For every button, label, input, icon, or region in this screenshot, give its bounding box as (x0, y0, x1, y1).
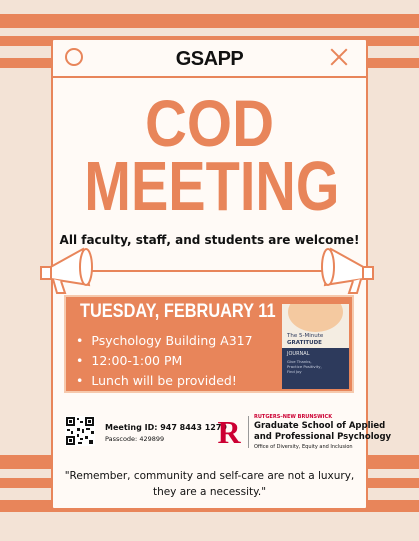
event-date: TUESDAY, FEBRUARY 11 (80, 301, 276, 322)
window-titlebar (53, 40, 366, 78)
book-sun-graphic (288, 304, 343, 332)
event-details-list (76, 331, 253, 391)
school-name-line2: and Professional Psychology (254, 432, 392, 442)
event-location: • Psychology Building A317 (76, 331, 253, 351)
book-title-line2: GRATITUDE (287, 340, 322, 346)
megaphone-icon (39, 245, 103, 297)
stripe-top-1 (0, 14, 419, 28)
welcome-text: All faculty, staff, and students are welcome! (59, 233, 360, 247)
close-icon[interactable] (328, 46, 350, 68)
university-name: RUTGERS–NEW BRUNSWICK (254, 414, 333, 420)
gratitude-journal-image (282, 304, 349, 389)
book-title-line1: The 5-Minute (287, 333, 324, 339)
office-name: Office of Diversity, Equity and Inclusion (254, 444, 353, 450)
book-subtitle: Give Thanks, Practice Positivity, Find Joy (287, 359, 322, 374)
headline-meeting: MEETING (84, 147, 340, 225)
event-lunch: • Lunch will be provided! (76, 371, 253, 391)
qr-code-icon[interactable] (65, 416, 95, 446)
logo-separator (248, 416, 249, 448)
meeting-passcode: Passcode: 429899 (105, 435, 165, 443)
brand-title: GSAPP (175, 48, 244, 70)
headline-cod: COD (144, 86, 275, 160)
meeting-id: Meeting ID: 947 8443 1279 (105, 423, 227, 432)
school-name-line1: Graduate School of Applied (254, 421, 386, 431)
quote-line2: they are a necessity." (152, 486, 267, 498)
rutgers-r-logo: R (217, 414, 241, 450)
event-time: • 12:00-1:00 PM (76, 351, 253, 371)
megaphone-icon (311, 245, 375, 297)
book-title-line3: JOURNAL (287, 351, 310, 357)
quote-line1: "Remember, community and self-care are not a luxury, (64, 470, 355, 482)
